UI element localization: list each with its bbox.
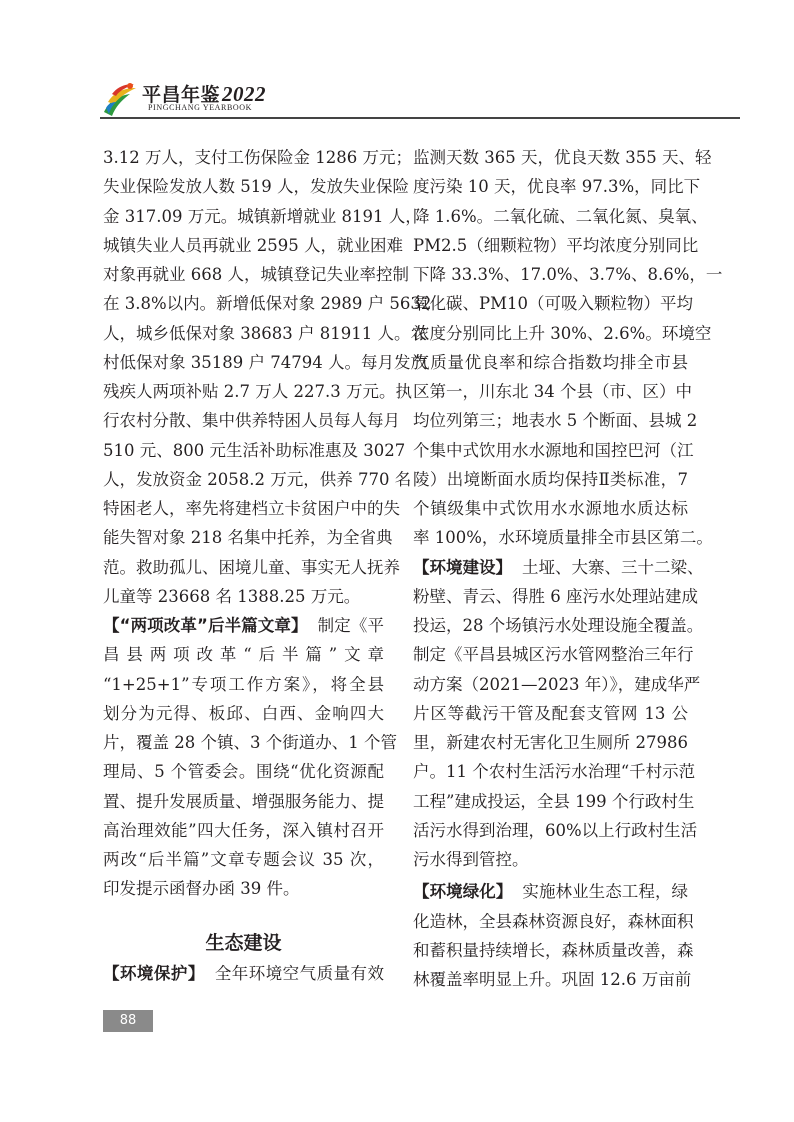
text-line: 活污水得到治理，60%以上行政村生活	[413, 820, 698, 840]
text-line: 监测天数 365 天，优良天数 355 天、轻	[413, 148, 712, 167]
paragraph-environment-greening	[413, 877, 694, 994]
line-text: 土垭、大寨、三十二梁、	[522, 557, 704, 577]
text-line: 残疾人两项补贴 2.7 万人 227.3 万元。执	[103, 382, 412, 401]
text-line: 在 3.8%以内。新增低保对象 2989 户 5632	[103, 294, 432, 314]
page-number: 88	[103, 1010, 153, 1032]
text-line: 昌县两项改革“后半篇”文章	[103, 645, 384, 665]
text-line: 工程”建成投运，全县 199 个行政村生	[413, 791, 695, 811]
paragraph-lead: 【“两项改革”后半篇文章】	[103, 616, 308, 635]
title-text: 平昌年鉴	[142, 84, 221, 106]
text-line	[103, 959, 384, 988]
text-line	[103, 611, 384, 640]
text-line: 村低保对象 35189 户 74794 人。每月发放	[103, 352, 427, 372]
text-line: 下降 33.3%、17.0%、3.7%、8.6%，一	[413, 265, 723, 284]
text-line: 氧化碳、PM10（可吸入颗粒物）平均	[413, 294, 693, 314]
text-line: 3.12 万人，支付工伤保险金 1286 万元；	[103, 148, 412, 167]
text-line: 失业保险发放人数 519 人，发放失业保险	[103, 177, 409, 197]
yearbook-logo-icon	[100, 78, 140, 118]
paragraph-lead: 【环境建设】	[413, 557, 512, 577]
text-line: 里，新建农村无害化卫生厕所 27986	[413, 733, 688, 752]
text-line: 陵）出境断面水质均保持Ⅱ类标准，7	[413, 469, 688, 489]
text-line: 片，覆盖 28 个镇、3 个街道办、1 个管	[103, 733, 397, 752]
text-line: 片区等截污干管及配套支管网 13 公	[413, 703, 688, 723]
text-line: 510 元、800 元生活补助标准惠及 3027	[103, 440, 406, 460]
paragraph-environment-construction	[413, 553, 704, 875]
running-header	[100, 78, 740, 118]
text-line: 个镇级集中式饮用水水源地水质达标	[413, 499, 688, 518]
text-line: 对象再就业 668 人，城镇登记失业率控制	[103, 265, 409, 284]
paragraph-two-reforms	[103, 611, 397, 904]
text-line: 动方案（2021—2023 年）》，建成华严	[413, 674, 701, 694]
text-line: 投运，28 个场镇污水处理设施全覆盖。	[413, 616, 704, 635]
line-text: 实施林业生态工程，绿	[522, 882, 689, 902]
title-year: 2022	[222, 82, 267, 106]
text-line: 粉壁、青云、得胜 6 座污水处理站建成	[413, 586, 698, 606]
text-line: “1+25+1”专项工作方案》，将全县	[103, 674, 384, 694]
text-line: 降 1.6%。二氧化硫、二氧化氮、臭氧、	[413, 206, 708, 226]
text-line: 划分为元得、板邱、白西、金响四大	[103, 703, 384, 723]
text-line: 城镇失业人员再就业 2595 人，就业困难	[103, 235, 403, 255]
text-line: 气质量优良率和综合指数均排全市县	[413, 352, 688, 372]
text-line: 户。11 个农村生活污水治理“千村示范	[413, 762, 696, 782]
text-line: 度污染 10 天，优良率 97.3%，同比下	[413, 177, 701, 197]
left-column	[103, 143, 432, 988]
text-line: 均位列第三；地表水 5 个断面、县城 2	[413, 411, 698, 431]
text-line: 林覆盖率明显上升。巩固 12.6 万亩前	[413, 970, 692, 989]
text-line: 率 100%，水环境质量排全市县区第二。	[413, 528, 713, 548]
yearbook-subtitle: PINGCHANG YEARBOOK	[148, 103, 253, 112]
text-line: 两改“后半篇”文章专题会议 35 次，	[103, 850, 384, 869]
text-line: 制定《平昌县城区污水管网整治三年行	[413, 645, 694, 665]
text-line: 特困老人，率先将建档立卡贫困户中的失	[103, 499, 400, 518]
text-line: 印发提示函督办函 39 件。	[103, 879, 300, 899]
text-line: 能失智对象 218 名集中托养，为全省典	[103, 528, 393, 548]
paragraph-environment-protection-cont	[413, 143, 723, 553]
text-line: 人，城乡低保对象 38683 户 81911 人。农	[103, 323, 427, 343]
text-line: 和蓄积量持续增长，森林质量改善，森	[413, 940, 694, 960]
text-line	[413, 553, 704, 582]
line-text: 制定《平	[317, 616, 384, 635]
text-line: 化造林，全县森林资源良好，森林面积	[413, 911, 694, 931]
right-column	[413, 143, 723, 994]
text-line: PM2.5（细颗粒物）平均浓度分别同比	[413, 235, 699, 255]
paragraph-environment-protection	[103, 959, 384, 988]
text-line: 污水得到管控。	[413, 850, 529, 869]
paragraph-lead: 【环境绿化】	[413, 882, 513, 902]
text-line: 人，发放资金 2058.2 万元，供养 770 名	[103, 469, 412, 489]
text-line: 浓度分别同比上升 30%、2.6%。环境空	[413, 323, 712, 343]
header-rule	[100, 117, 740, 119]
text-line: 高治理效能”四大任务，深入镇村召开	[103, 820, 384, 840]
text-line: 置、提升发展质量、增强服务能力、提	[103, 791, 384, 811]
line-text: 全年环境空气质量有效	[214, 963, 385, 983]
paragraph-lead: 【环境保护】	[103, 963, 205, 983]
text-line: 行农村分散、集中供养特困人员每人每月	[103, 411, 400, 431]
paragraph-social-security	[103, 143, 432, 611]
text-line: 金 317.09 万元。城镇新增就业 8191 人，	[103, 206, 422, 226]
text-line: 儿童等 23668 名 1388.25 万元。	[103, 586, 361, 606]
section-heading: 生态建设	[205, 931, 282, 954]
text-line: 个集中式饮用水水源地和国控巴河（江	[413, 440, 694, 460]
text-line: 区第一，川东北 34 个县（市、区）中	[413, 382, 692, 401]
text-line: 范。救助孤儿、困境儿童、事实无人抚养	[103, 557, 400, 577]
text-line	[413, 877, 688, 906]
text-line: 理局、5 个管委会。围绕“优化资源配	[103, 762, 384, 782]
